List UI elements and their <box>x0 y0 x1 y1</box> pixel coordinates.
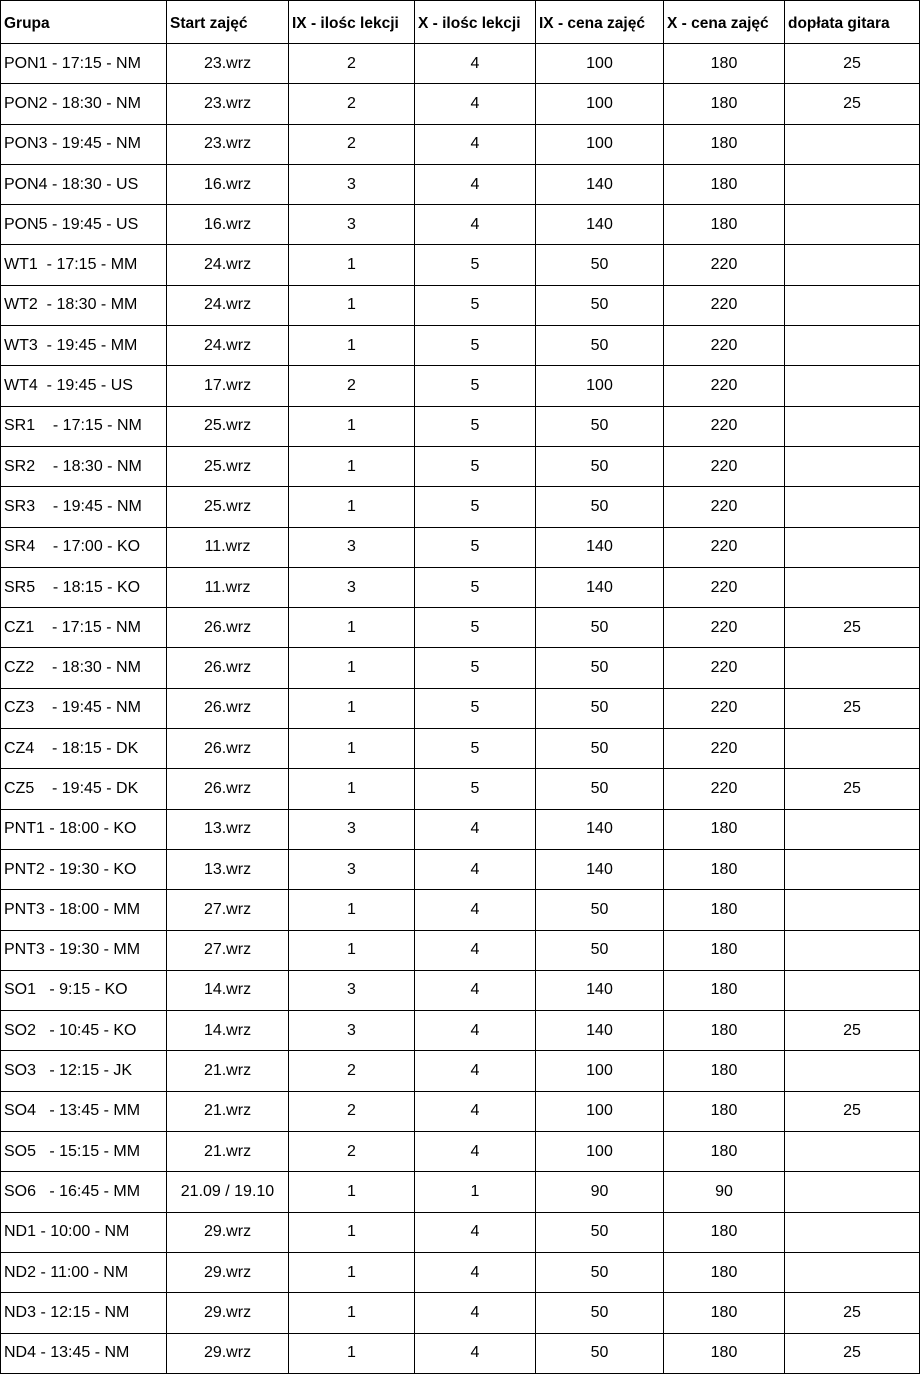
cell-x-price: 180 <box>664 890 785 930</box>
cell-guitar-surcharge: 25 <box>785 688 920 728</box>
cell-x-lessons: 4 <box>415 890 536 930</box>
cell-start: 11.wrz <box>167 527 289 567</box>
cell-x-lessons: 4 <box>415 1051 536 1091</box>
cell-group: PON4 - 18:30 - US <box>1 164 167 204</box>
cell-x-price: 180 <box>664 1333 785 1373</box>
table-body <box>1 44 920 1374</box>
cell-x-price: 220 <box>664 487 785 527</box>
cell-ix-lessons: 2 <box>289 1132 415 1172</box>
cell-x-price: 220 <box>664 567 785 607</box>
cell-x-lessons: 4 <box>415 205 536 245</box>
cell-ix-lessons: 2 <box>289 1091 415 1131</box>
cell-guitar-surcharge <box>785 970 920 1010</box>
table-row <box>1 366 920 406</box>
cell-start: 23.wrz <box>167 124 289 164</box>
table-row <box>1 487 920 527</box>
cell-ix-price: 140 <box>536 970 664 1010</box>
cell-start: 29.wrz <box>167 1293 289 1333</box>
cell-x-lessons: 5 <box>415 487 536 527</box>
cell-x-price: 180 <box>664 1011 785 1051</box>
cell-x-price: 220 <box>664 608 785 648</box>
cell-x-price: 220 <box>664 688 785 728</box>
cell-guitar-surcharge <box>785 527 920 567</box>
cell-ix-price: 50 <box>536 1252 664 1292</box>
cell-group: SO5 - 15:15 - MM <box>1 1132 167 1172</box>
cell-x-price: 180 <box>664 1091 785 1131</box>
cell-x-price: 220 <box>664 446 785 486</box>
table-row <box>1 205 920 245</box>
table-row <box>1 769 920 809</box>
cell-ix-lessons: 1 <box>289 930 415 970</box>
cell-x-price: 180 <box>664 1252 785 1292</box>
cell-x-price: 180 <box>664 1132 785 1172</box>
cell-ix-price: 100 <box>536 44 664 84</box>
cell-group: WT4 - 19:45 - US <box>1 366 167 406</box>
cell-x-lessons: 5 <box>415 567 536 607</box>
header-row <box>1 1 920 44</box>
cell-ix-lessons: 1 <box>289 245 415 285</box>
cell-start: 26.wrz <box>167 608 289 648</box>
cell-group: CZ1 - 17:15 - NM <box>1 608 167 648</box>
cell-ix-price: 140 <box>536 809 664 849</box>
table-row <box>1 849 920 889</box>
cell-ix-price: 140 <box>536 164 664 204</box>
cell-start: 23.wrz <box>167 44 289 84</box>
cell-start: 21.wrz <box>167 1051 289 1091</box>
cell-guitar-surcharge <box>785 809 920 849</box>
cell-x-price: 180 <box>664 930 785 970</box>
table-row <box>1 688 920 728</box>
cell-guitar-surcharge: 25 <box>785 44 920 84</box>
cell-x-lessons: 4 <box>415 970 536 1010</box>
cell-guitar-surcharge <box>785 245 920 285</box>
cell-x-lessons: 5 <box>415 688 536 728</box>
cell-group: ND3 - 12:15 - NM <box>1 1293 167 1333</box>
cell-x-lessons: 4 <box>415 124 536 164</box>
cell-start: 26.wrz <box>167 648 289 688</box>
cell-ix-price: 100 <box>536 1051 664 1091</box>
cell-start: 14.wrz <box>167 1011 289 1051</box>
cell-ix-lessons: 1 <box>289 406 415 446</box>
table-row <box>1 245 920 285</box>
cell-ix-lessons: 3 <box>289 567 415 607</box>
cell-guitar-surcharge <box>785 1212 920 1252</box>
cell-x-price: 220 <box>664 366 785 406</box>
cell-start: 26.wrz <box>167 769 289 809</box>
cell-start: 24.wrz <box>167 245 289 285</box>
cell-guitar-surcharge: 25 <box>785 769 920 809</box>
cell-x-price: 180 <box>664 809 785 849</box>
cell-guitar-surcharge <box>785 164 920 204</box>
cell-group: WT1 - 17:15 - MM <box>1 245 167 285</box>
cell-guitar-surcharge: 25 <box>785 1011 920 1051</box>
cell-start: 29.wrz <box>167 1333 289 1373</box>
table-row <box>1 608 920 648</box>
cell-guitar-surcharge: 25 <box>785 84 920 124</box>
cell-x-price: 180 <box>664 205 785 245</box>
cell-x-lessons: 5 <box>415 406 536 446</box>
cell-group: CZ2 - 18:30 - NM <box>1 648 167 688</box>
cell-x-lessons: 4 <box>415 1293 536 1333</box>
table-row <box>1 1051 920 1091</box>
cell-group: ND4 - 13:45 - NM <box>1 1333 167 1373</box>
cell-ix-lessons: 1 <box>289 688 415 728</box>
cell-ix-lessons: 1 <box>289 487 415 527</box>
cell-guitar-surcharge <box>785 890 920 930</box>
cell-ix-price: 50 <box>536 1293 664 1333</box>
cell-start: 11.wrz <box>167 567 289 607</box>
cell-x-price: 180 <box>664 124 785 164</box>
cell-x-lessons: 4 <box>415 164 536 204</box>
header-x-price: X - cena zajęć <box>664 1 785 44</box>
cell-ix-lessons: 3 <box>289 205 415 245</box>
table-row <box>1 890 920 930</box>
cell-x-lessons: 4 <box>415 1132 536 1172</box>
cell-x-lessons: 4 <box>415 1091 536 1131</box>
cell-ix-lessons: 3 <box>289 849 415 889</box>
cell-start: 14.wrz <box>167 970 289 1010</box>
cell-ix-lessons: 1 <box>289 446 415 486</box>
table-row <box>1 1011 920 1051</box>
table-header <box>1 1 920 44</box>
cell-ix-price: 140 <box>536 527 664 567</box>
cell-guitar-surcharge <box>785 446 920 486</box>
cell-start: 26.wrz <box>167 729 289 769</box>
cell-ix-price: 50 <box>536 1333 664 1373</box>
cell-x-price: 180 <box>664 1293 785 1333</box>
cell-ix-price: 50 <box>536 930 664 970</box>
cell-x-lessons: 4 <box>415 44 536 84</box>
cell-ix-lessons: 2 <box>289 124 415 164</box>
cell-ix-price: 50 <box>536 326 664 366</box>
cell-ix-lessons: 2 <box>289 44 415 84</box>
cell-x-price: 180 <box>664 84 785 124</box>
cell-ix-price: 50 <box>536 608 664 648</box>
cell-guitar-surcharge: 25 <box>785 1293 920 1333</box>
cell-ix-price: 100 <box>536 1132 664 1172</box>
cell-ix-price: 50 <box>536 446 664 486</box>
cell-start: 21.wrz <box>167 1091 289 1131</box>
table-row <box>1 1252 920 1292</box>
cell-group: SO4 - 13:45 - MM <box>1 1091 167 1131</box>
cell-x-lessons: 4 <box>415 1011 536 1051</box>
cell-group: CZ5 - 19:45 - DK <box>1 769 167 809</box>
table-row <box>1 970 920 1010</box>
cell-group: ND2 - 11:00 - NM <box>1 1252 167 1292</box>
cell-group: PNT3 - 19:30 - MM <box>1 930 167 970</box>
cell-guitar-surcharge <box>785 1051 920 1091</box>
table-row <box>1 285 920 325</box>
cell-ix-price: 50 <box>536 769 664 809</box>
cell-x-lessons: 5 <box>415 285 536 325</box>
cell-start: 25.wrz <box>167 446 289 486</box>
cell-guitar-surcharge <box>785 648 920 688</box>
cell-x-lessons: 4 <box>415 1333 536 1373</box>
cell-guitar-surcharge <box>785 1172 920 1212</box>
cell-start: 17.wrz <box>167 366 289 406</box>
cell-x-price: 180 <box>664 970 785 1010</box>
cell-guitar-surcharge <box>785 567 920 607</box>
cell-guitar-surcharge: 25 <box>785 608 920 648</box>
cell-group: WT2 - 18:30 - MM <box>1 285 167 325</box>
header-x-lessons: X - ilośc lekcji <box>415 1 536 44</box>
table-row <box>1 1172 920 1212</box>
cell-group: SR4 - 17:00 - KO <box>1 527 167 567</box>
cell-ix-price: 90 <box>536 1172 664 1212</box>
cell-x-price: 220 <box>664 769 785 809</box>
cell-ix-lessons: 1 <box>289 608 415 648</box>
cell-start: 23.wrz <box>167 84 289 124</box>
cell-ix-price: 100 <box>536 124 664 164</box>
header-ix-price: IX - cena zajęć <box>536 1 664 44</box>
cell-start: 21.wrz <box>167 1132 289 1172</box>
cell-ix-lessons: 3 <box>289 164 415 204</box>
table-row <box>1 406 920 446</box>
cell-ix-price: 50 <box>536 648 664 688</box>
cell-start: 13.wrz <box>167 809 289 849</box>
cell-start: 29.wrz <box>167 1252 289 1292</box>
cell-x-lessons: 5 <box>415 446 536 486</box>
cell-ix-price: 140 <box>536 205 664 245</box>
table-row <box>1 1132 920 1172</box>
table-row <box>1 729 920 769</box>
cell-group: PON5 - 19:45 - US <box>1 205 167 245</box>
cell-x-lessons: 5 <box>415 326 536 366</box>
cell-ix-lessons: 3 <box>289 809 415 849</box>
cell-group: WT3 - 19:45 - MM <box>1 326 167 366</box>
cell-ix-lessons: 1 <box>289 1333 415 1373</box>
cell-guitar-surcharge: 25 <box>785 1091 920 1131</box>
cell-start: 24.wrz <box>167 326 289 366</box>
cell-x-price: 220 <box>664 245 785 285</box>
table-row <box>1 930 920 970</box>
cell-x-lessons: 5 <box>415 527 536 567</box>
table-row <box>1 326 920 366</box>
cell-x-lessons: 5 <box>415 608 536 648</box>
cell-group: PON2 - 18:30 - NM <box>1 84 167 124</box>
cell-group: ND1 - 10:00 - NM <box>1 1212 167 1252</box>
cell-x-lessons: 5 <box>415 769 536 809</box>
cell-ix-lessons: 1 <box>289 648 415 688</box>
cell-x-price: 220 <box>664 527 785 567</box>
cell-x-price: 220 <box>664 729 785 769</box>
table-row <box>1 567 920 607</box>
table-row <box>1 124 920 164</box>
cell-ix-lessons: 3 <box>289 527 415 567</box>
cell-group: PNT2 - 19:30 - KO <box>1 849 167 889</box>
cell-group: SR2 - 18:30 - NM <box>1 446 167 486</box>
cell-ix-lessons: 1 <box>289 1212 415 1252</box>
cell-x-price: 180 <box>664 1212 785 1252</box>
cell-group: SR3 - 19:45 - NM <box>1 487 167 527</box>
cell-x-lessons: 4 <box>415 809 536 849</box>
cell-ix-price: 50 <box>536 487 664 527</box>
table-row <box>1 446 920 486</box>
cell-guitar-surcharge <box>785 930 920 970</box>
table-row <box>1 527 920 567</box>
cell-group: PNT3 - 18:00 - MM <box>1 890 167 930</box>
cell-x-lessons: 4 <box>415 930 536 970</box>
cell-guitar-surcharge <box>785 406 920 446</box>
cell-ix-price: 50 <box>536 688 664 728</box>
cell-guitar-surcharge <box>785 326 920 366</box>
cell-ix-price: 100 <box>536 84 664 124</box>
cell-ix-price: 50 <box>536 890 664 930</box>
cell-group: SR5 - 18:15 - KO <box>1 567 167 607</box>
cell-guitar-surcharge: 25 <box>785 1333 920 1373</box>
cell-x-price: 220 <box>664 285 785 325</box>
cell-ix-price: 50 <box>536 729 664 769</box>
cell-x-lessons: 5 <box>415 729 536 769</box>
cell-guitar-surcharge <box>785 124 920 164</box>
cell-start: 24.wrz <box>167 285 289 325</box>
cell-x-lessons: 5 <box>415 648 536 688</box>
cell-ix-price: 50 <box>536 406 664 446</box>
header-guitar-surcharge: dopłata gitara <box>785 1 920 44</box>
table-row <box>1 84 920 124</box>
cell-ix-price: 50 <box>536 285 664 325</box>
cell-ix-lessons: 1 <box>289 326 415 366</box>
cell-start: 26.wrz <box>167 688 289 728</box>
cell-ix-lessons: 1 <box>289 890 415 930</box>
header-ix-lessons: IX - ilośc lekcji <box>289 1 415 44</box>
cell-guitar-surcharge <box>785 849 920 889</box>
table-row <box>1 1333 920 1373</box>
cell-group: CZ3 - 19:45 - NM <box>1 688 167 728</box>
cell-x-price: 180 <box>664 164 785 204</box>
table-row <box>1 44 920 84</box>
cell-start: 27.wrz <box>167 890 289 930</box>
cell-x-price: 220 <box>664 406 785 446</box>
cell-group: PON3 - 19:45 - NM <box>1 124 167 164</box>
cell-group: SO2 - 10:45 - KO <box>1 1011 167 1051</box>
table-row <box>1 1212 920 1252</box>
cell-ix-price: 140 <box>536 849 664 889</box>
cell-x-lessons: 5 <box>415 245 536 285</box>
cell-x-price: 180 <box>664 44 785 84</box>
cell-ix-lessons: 1 <box>289 1252 415 1292</box>
table-row <box>1 164 920 204</box>
cell-guitar-surcharge <box>785 729 920 769</box>
table-row <box>1 1091 920 1131</box>
cell-x-lessons: 1 <box>415 1172 536 1212</box>
header-grupa: Grupa <box>1 1 167 44</box>
cell-start: 13.wrz <box>167 849 289 889</box>
cell-x-lessons: 5 <box>415 366 536 406</box>
cell-guitar-surcharge <box>785 285 920 325</box>
cell-x-price: 220 <box>664 648 785 688</box>
cell-group: PON1 - 17:15 - NM <box>1 44 167 84</box>
table-row <box>1 1293 920 1333</box>
cell-ix-price: 50 <box>536 1212 664 1252</box>
cell-x-price: 90 <box>664 1172 785 1212</box>
cell-guitar-surcharge <box>785 366 920 406</box>
cell-start: 25.wrz <box>167 487 289 527</box>
cell-ix-lessons: 1 <box>289 1172 415 1212</box>
cell-ix-price: 100 <box>536 1091 664 1131</box>
cell-start: 27.wrz <box>167 930 289 970</box>
cell-ix-lessons: 1 <box>289 729 415 769</box>
cell-start: 16.wrz <box>167 205 289 245</box>
cell-ix-lessons: 2 <box>289 1051 415 1091</box>
cell-start: 16.wrz <box>167 164 289 204</box>
cell-ix-lessons: 2 <box>289 366 415 406</box>
table-row <box>1 809 920 849</box>
cell-start: 25.wrz <box>167 406 289 446</box>
cell-group: SO6 - 16:45 - MM <box>1 1172 167 1212</box>
cell-group: SO3 - 12:15 - JK <box>1 1051 167 1091</box>
cell-ix-lessons: 1 <box>289 285 415 325</box>
cell-x-price: 220 <box>664 326 785 366</box>
cell-guitar-surcharge <box>785 1252 920 1292</box>
cell-x-price: 180 <box>664 849 785 889</box>
cell-group: SR1 - 17:15 - NM <box>1 406 167 446</box>
cell-ix-price: 140 <box>536 567 664 607</box>
cell-guitar-surcharge <box>785 205 920 245</box>
cell-ix-lessons: 3 <box>289 970 415 1010</box>
cell-x-price: 180 <box>664 1051 785 1091</box>
cell-ix-lessons: 3 <box>289 1011 415 1051</box>
cell-x-lessons: 4 <box>415 849 536 889</box>
cell-group: CZ4 - 18:15 - DK <box>1 729 167 769</box>
table-row <box>1 648 920 688</box>
cell-x-lessons: 4 <box>415 84 536 124</box>
cell-guitar-surcharge <box>785 487 920 527</box>
cell-ix-price: 50 <box>536 245 664 285</box>
cell-ix-lessons: 1 <box>289 769 415 809</box>
cell-ix-price: 140 <box>536 1011 664 1051</box>
cell-ix-lessons: 2 <box>289 84 415 124</box>
cell-group: PNT1 - 18:00 - KO <box>1 809 167 849</box>
cell-start: 21.09 / 19.10 <box>167 1172 289 1212</box>
cell-x-lessons: 4 <box>415 1212 536 1252</box>
cell-guitar-surcharge <box>785 1132 920 1172</box>
cell-start: 29.wrz <box>167 1212 289 1252</box>
cell-group: SO1 - 9:15 - KO <box>1 970 167 1010</box>
cell-x-lessons: 4 <box>415 1252 536 1292</box>
header-start: Start zajęć <box>167 1 289 44</box>
cell-ix-lessons: 1 <box>289 1293 415 1333</box>
cell-ix-price: 100 <box>536 366 664 406</box>
